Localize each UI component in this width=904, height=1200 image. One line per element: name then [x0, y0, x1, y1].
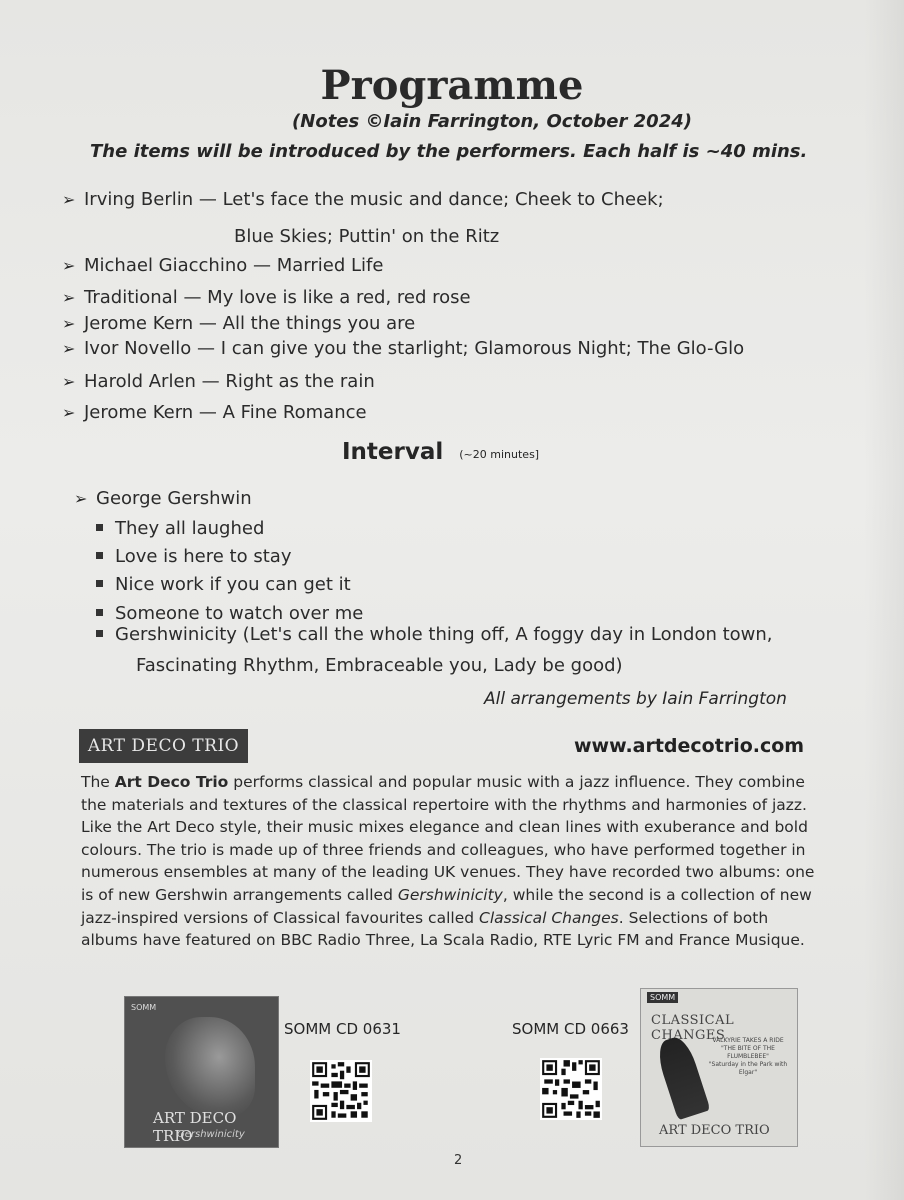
album-cover-footer: ART DECO TRIO [659, 1123, 770, 1138]
bio-album-1: Gershwinicity [397, 885, 503, 904]
list-item: ➢ Ivor Novello — I can give you the starlight; Glamorous Night; The Glo-Glo [62, 338, 745, 359]
arrow-bullet-icon: ➢ [62, 256, 76, 275]
qr-code-icon[interactable] [540, 1058, 602, 1120]
trio-biography: The Art Deco Trio performs classical and popular music with a jazz influence. They combine the materials and textures of the classical repertoire with the rhythms and harmonies of jazz. Like the Art Deco style, their music mixes elegance and clean lines with exuberance and bold colours. The trio is made up of three friends and colleagues, who have performed together in numerous ensembles at many of the leading UK venues. They have recorded two albums: one is of new Gershwin arrangements called Gershwinicity, while the second is a collection of new jazz-inspired versions of Classical favourites called Classical Changes. Selections of both albums have featured on BBC Radio Three, La Scala Radio, RTE Lyric FM and France Musique. [81, 773, 815, 950]
page-shadow [864, 0, 904, 1200]
list-item-continuation: Blue Skies; Puttin' on the Ritz [234, 226, 500, 247]
arrangements-credit: All arrangements by Iain Farrington [484, 689, 787, 709]
square-bullet-icon [96, 609, 103, 616]
bio-album-2: Classical Changes [479, 908, 619, 927]
square-bullet-icon [96, 524, 103, 531]
album-catalog-number: SOMM CD 0631 [284, 1020, 401, 1038]
square-bullet-icon [96, 552, 103, 559]
list-item: ➢ Jerome Kern — All the things you are [62, 313, 416, 334]
arrow-bullet-icon: ➢ [62, 372, 76, 391]
arrow-bullet-icon: ➢ [62, 314, 76, 333]
sub-list-item: Gershwinicity (Let's call the whole thing off, A foggy day in London town, [96, 624, 773, 645]
saxophonist-illustration-icon [653, 1034, 710, 1121]
saxophone-image-icon [165, 1017, 255, 1117]
list-item-composer: ➢ George Gershwin [74, 488, 252, 509]
album-cover-classical-changes [640, 988, 798, 1147]
list-item: ➢ Traditional — My love is like a red, red rose [62, 287, 471, 308]
sub-list-item: Love is here to stay [96, 546, 291, 567]
sub-list-item: Someone to watch over me [96, 603, 363, 624]
album-catalog-number: SOMM CD 0663 [512, 1020, 629, 1038]
arrow-bullet-icon: ➢ [62, 190, 76, 209]
page-number: 2 [454, 1153, 463, 1168]
album-cover-subtitle: Gershwinicity [177, 1129, 245, 1140]
sub-list-item-continuation: Fascinating Rhythm, Embraceable you, Lady be good) [136, 655, 623, 676]
art-deco-trio-logo: ART DECO TRIO [79, 729, 248, 763]
qr-code-icon[interactable] [310, 1060, 372, 1122]
album-cover-label: SOMM [131, 1003, 157, 1012]
bio-trio-name: Art Deco Trio [114, 773, 229, 791]
sub-list-item: Nice work if you can get it [96, 574, 351, 595]
album-cover-title: ART DECO TRIO [153, 1109, 237, 1145]
arrow-bullet-icon: ➢ [74, 489, 88, 508]
arrow-bullet-icon: ➢ [62, 339, 76, 358]
album-cover-label: SOMM [647, 992, 678, 1003]
list-item: ➢ Irving Berlin — Let's face the music and dance; Cheek to Cheek; [62, 189, 664, 210]
intro-text: The items will be introduced by the performers. Each half is ~40 mins. [90, 141, 808, 162]
interval-duration: (~20 minutes] [459, 448, 540, 461]
notes-credit: (Notes ©Iain Farrington, October 2024) [292, 111, 692, 132]
website-url: www.artdecotrio.com [574, 735, 805, 757]
album-cover-title: CLASSICAL CHANGES [651, 1013, 735, 1043]
sub-list-item: They all laughed [96, 518, 264, 539]
list-item: ➢ Harold Arlen — Right as the rain [62, 371, 375, 392]
square-bullet-icon [96, 580, 103, 587]
list-item: ➢ Michael Giacchino — Married Life [62, 255, 384, 276]
interval-heading [342, 439, 539, 465]
square-bullet-icon [96, 630, 103, 637]
page-title: Programme [320, 62, 584, 109]
album-cover-gershwinicity [124, 996, 279, 1148]
list-item: ➢ Jerome Kern — A Fine Romance [62, 402, 367, 423]
album-cover-tracklist: VALKYRIE TAKES A RIDE "THE BITE OF THE FLUMBLEBEE" "Saturday in the Park with Elgar" [708, 1037, 788, 1076]
arrow-bullet-icon: ➢ [62, 288, 76, 307]
interval-label: Interval [342, 439, 444, 465]
arrow-bullet-icon: ➢ [62, 403, 76, 422]
